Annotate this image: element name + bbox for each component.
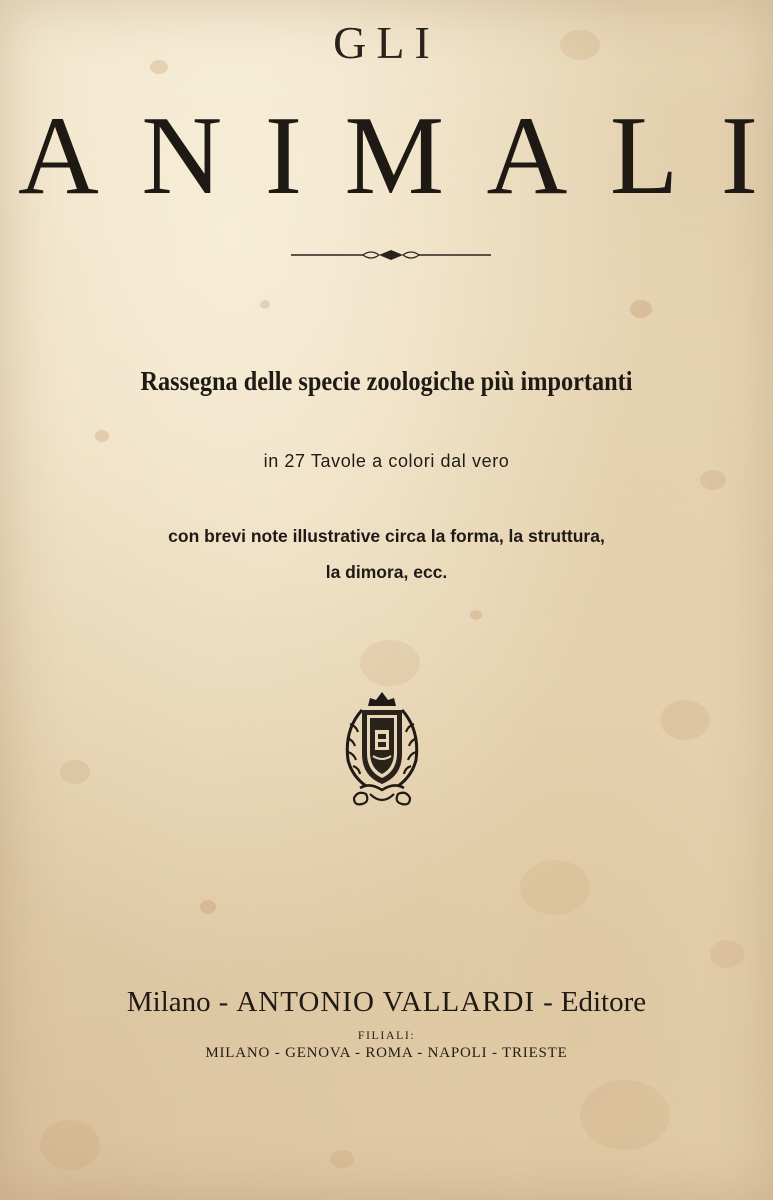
publisher-crest-icon (340, 690, 424, 812)
publisher-separator: - (543, 986, 553, 1018)
title-letter: A (486, 94, 568, 218)
ornamental-rule-icon (291, 245, 491, 265)
publisher-separator: - (218, 986, 229, 1018)
description-notes (0, 518, 773, 590)
title-letter: N (141, 94, 223, 218)
main-title (18, 94, 758, 218)
branches-label: FILIALI: (357, 1028, 416, 1042)
title-letter: I (720, 94, 758, 218)
branches-list: MILANO - GENOVA - ROMA - NAPOLI - TRIESTE (205, 1045, 568, 1061)
title-letter: L (609, 94, 679, 218)
notes-line-2: la dimora, ecc. (325, 562, 448, 582)
title-letter: M (344, 94, 445, 218)
publisher-name: ANTONIO VALLARDI (236, 986, 536, 1018)
publisher-city: Milano (126, 986, 211, 1018)
publisher-line (0, 986, 773, 1019)
subtitle: Rassegna delle specie zoologiche più importanti (140, 366, 633, 396)
publisher-role: Editore (560, 986, 647, 1018)
title-letter: A (18, 94, 99, 218)
title-letter: I (264, 94, 302, 218)
plates-line: in 27 Tavole a colori dal vero (263, 451, 510, 471)
notes-line-1: con brevi note illustrative circa la forma, la struttura, (168, 526, 605, 546)
title-prefix: GLI (333, 17, 440, 68)
